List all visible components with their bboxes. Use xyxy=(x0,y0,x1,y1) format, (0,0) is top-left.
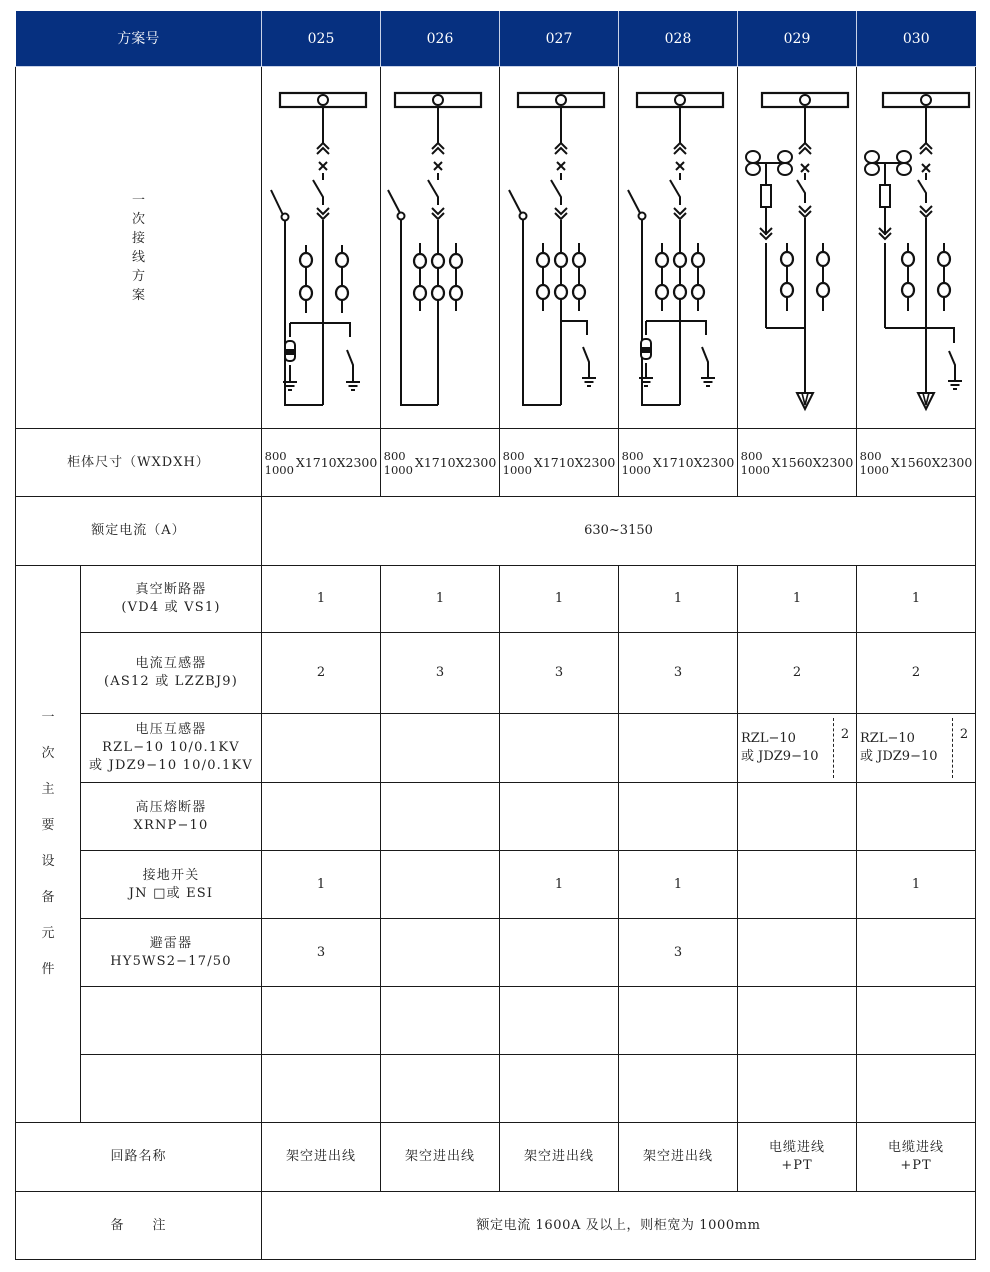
qty-cell: 1 xyxy=(738,566,857,633)
qty-cell xyxy=(738,783,857,851)
width-option: 800 xyxy=(859,448,882,463)
diagram-025 xyxy=(262,67,381,429)
equipment-row-earthing-switch xyxy=(16,851,976,919)
qty-cell: 3 xyxy=(500,633,619,714)
scheme-025-header: 025 xyxy=(262,11,381,67)
qty-cell xyxy=(619,783,738,851)
circuit-name-row xyxy=(16,1123,976,1192)
vt-model: RZL−10 xyxy=(860,731,915,746)
vt-spec-029 xyxy=(738,714,857,783)
main-equipment-group-label-cell xyxy=(16,566,81,1123)
qty-cell xyxy=(857,1055,976,1123)
qty-cell xyxy=(738,1055,857,1123)
equipment-row-vt xyxy=(16,714,976,783)
qty-cell xyxy=(381,783,500,851)
qty-cell xyxy=(500,919,619,987)
main-equipment-group-label: 一次主要设备元件 xyxy=(41,710,55,977)
equipment-name xyxy=(81,987,262,1055)
scheme-number-label: 方案号 xyxy=(16,11,262,67)
scheme-027-header: 027 xyxy=(500,11,619,67)
qty-cell xyxy=(262,987,381,1055)
vt-model-alt: 或 JDZ9−10 xyxy=(860,749,938,764)
width-option: 1000 xyxy=(740,462,770,477)
remarks-value: 额定电流 1600A 及以上，则柜宽为 1000mm xyxy=(262,1192,976,1260)
equipment-name: 避雷器 HY5WS2−17/50 xyxy=(81,919,262,987)
width-option: 800 xyxy=(264,448,287,463)
vt-model-alt: 或 JDZ9−10 xyxy=(741,749,819,764)
single-line-diagram-icon xyxy=(860,75,972,420)
cabinet-size-label: 柜体尺寸（WXDXH） xyxy=(16,429,262,497)
cabinet-size-029 xyxy=(738,429,857,497)
wiring-diagram-label-cell xyxy=(16,67,262,429)
depth-height: X1710X2300 xyxy=(652,454,735,470)
equipment-name: 真空断路器 (VD4 或 VS1) xyxy=(81,566,262,633)
single-line-diagram-icon xyxy=(384,75,496,420)
scheme-026-header: 026 xyxy=(381,11,500,67)
width-option: 800 xyxy=(621,448,644,463)
qty-cell xyxy=(381,714,500,783)
qty-cell xyxy=(381,1055,500,1123)
qty-cell xyxy=(738,987,857,1055)
qty-cell: 1 xyxy=(381,566,500,633)
cabinet-size-030 xyxy=(857,429,976,497)
wiring-diagram-label: 一次接线方案 xyxy=(131,192,145,303)
qty-cell xyxy=(500,987,619,1055)
qty-cell: 2 xyxy=(262,633,381,714)
header-row xyxy=(16,11,976,67)
qty-cell: 2 xyxy=(857,633,976,714)
depth-height: X1560X2300 xyxy=(890,454,973,470)
vt-qty: 2 xyxy=(959,727,969,742)
rated-current-value: 630~3150 xyxy=(262,497,976,566)
diagram-030 xyxy=(857,67,976,429)
equipment-row-fuse xyxy=(16,783,976,851)
equipment-name: 接地开关 JN □或 ESI xyxy=(81,851,262,919)
qty-cell: 1 xyxy=(619,851,738,919)
qty-cell xyxy=(262,714,381,783)
qty-cell: 3 xyxy=(619,633,738,714)
qty-cell xyxy=(619,987,738,1055)
scheme-028-header: 028 xyxy=(619,11,738,67)
qty-cell: 1 xyxy=(262,566,381,633)
vt-spec-030 xyxy=(857,714,976,783)
equipment-name: 高压熔断器 XRNP−10 xyxy=(81,783,262,851)
circuit-name-029: 电缆进线 +PT xyxy=(738,1123,857,1192)
circuit-name-030: 电缆进线 +PT xyxy=(857,1123,976,1192)
cabinet-size-025 xyxy=(262,429,381,497)
rated-current-row xyxy=(16,497,976,566)
qty-cell: 3 xyxy=(619,919,738,987)
width-option: 800 xyxy=(502,448,525,463)
qty-cell xyxy=(857,987,976,1055)
diagram-027 xyxy=(500,67,619,429)
qty-cell: 3 xyxy=(381,633,500,714)
circuit-name-label: 回路名称 xyxy=(16,1123,262,1192)
qty-cell xyxy=(738,851,857,919)
circuit-name-028: 架空进出线 xyxy=(619,1123,738,1192)
vt-model: RZL−10 xyxy=(741,731,796,746)
qty-cell: 3 xyxy=(262,919,381,987)
qty-cell: 2 xyxy=(738,633,857,714)
equipment-row-ct xyxy=(16,633,976,714)
cabinet-size-028 xyxy=(619,429,738,497)
circuit-name-027: 架空进出线 xyxy=(500,1123,619,1192)
qty-cell xyxy=(738,919,857,987)
rated-current-label: 额定电流（A） xyxy=(16,497,262,566)
qty-cell: 1 xyxy=(262,851,381,919)
qty-cell xyxy=(500,714,619,783)
qty-cell xyxy=(500,1055,619,1123)
equipment-row-blank xyxy=(16,1055,976,1123)
vt-qty: 2 xyxy=(840,727,850,742)
cabinet-size-row xyxy=(16,429,976,497)
equipment-name: 电流互感器 (AS12 或 LZZBJ9) xyxy=(81,633,262,714)
width-option: 1000 xyxy=(502,462,532,477)
circuit-name-026: 架空进出线 xyxy=(381,1123,500,1192)
width-option: 800 xyxy=(740,448,763,463)
width-option: 1000 xyxy=(621,462,651,477)
wiring-diagram-row xyxy=(16,67,976,429)
width-option: 800 xyxy=(383,448,406,463)
qty-cell: 1 xyxy=(500,851,619,919)
qty-cell xyxy=(857,783,976,851)
width-option: 1000 xyxy=(859,462,889,477)
depth-height: X1710X2300 xyxy=(533,454,616,470)
qty-cell: 1 xyxy=(857,566,976,633)
depth-height: X1710X2300 xyxy=(295,454,378,470)
single-line-diagram-icon xyxy=(503,75,615,420)
qty-cell xyxy=(262,1055,381,1123)
width-option: 1000 xyxy=(264,462,294,477)
scheme-029-header: 029 xyxy=(738,11,857,67)
single-line-diagram-icon xyxy=(741,75,853,420)
cabinet-size-026 xyxy=(381,429,500,497)
qty-cell: 1 xyxy=(619,566,738,633)
single-line-diagram-icon xyxy=(265,75,377,420)
qty-cell xyxy=(619,714,738,783)
diagram-028 xyxy=(619,67,738,429)
qty-cell xyxy=(381,851,500,919)
diagram-026 xyxy=(381,67,500,429)
qty-cell xyxy=(500,783,619,851)
depth-height: X1710X2300 xyxy=(414,454,497,470)
switchgear-scheme-table xyxy=(15,11,976,1260)
qty-cell xyxy=(857,919,976,987)
diagram-029 xyxy=(738,67,857,429)
single-line-diagram-icon xyxy=(622,75,734,420)
remarks-row xyxy=(16,1192,976,1260)
qty-cell: 1 xyxy=(500,566,619,633)
qty-cell: 1 xyxy=(857,851,976,919)
equipment-row-arrester xyxy=(16,919,976,987)
equipment-row-blank xyxy=(16,987,976,1055)
depth-height: X1560X2300 xyxy=(771,454,854,470)
circuit-name-025: 架空进出线 xyxy=(262,1123,381,1192)
scheme-030-header: 030 xyxy=(857,11,976,67)
equipment-name: 电压互感器 RZL−10 10/0.1KV 或 JDZ9−10 10/0.1KV xyxy=(81,714,262,783)
equipment-row-vcb xyxy=(16,566,976,633)
qty-cell xyxy=(381,919,500,987)
qty-cell xyxy=(381,987,500,1055)
qty-cell xyxy=(619,1055,738,1123)
remarks-label: 备 注 xyxy=(16,1192,262,1260)
equipment-name xyxy=(81,1055,262,1123)
qty-cell xyxy=(262,783,381,851)
width-option: 1000 xyxy=(383,462,413,477)
cabinet-size-027 xyxy=(500,429,619,497)
